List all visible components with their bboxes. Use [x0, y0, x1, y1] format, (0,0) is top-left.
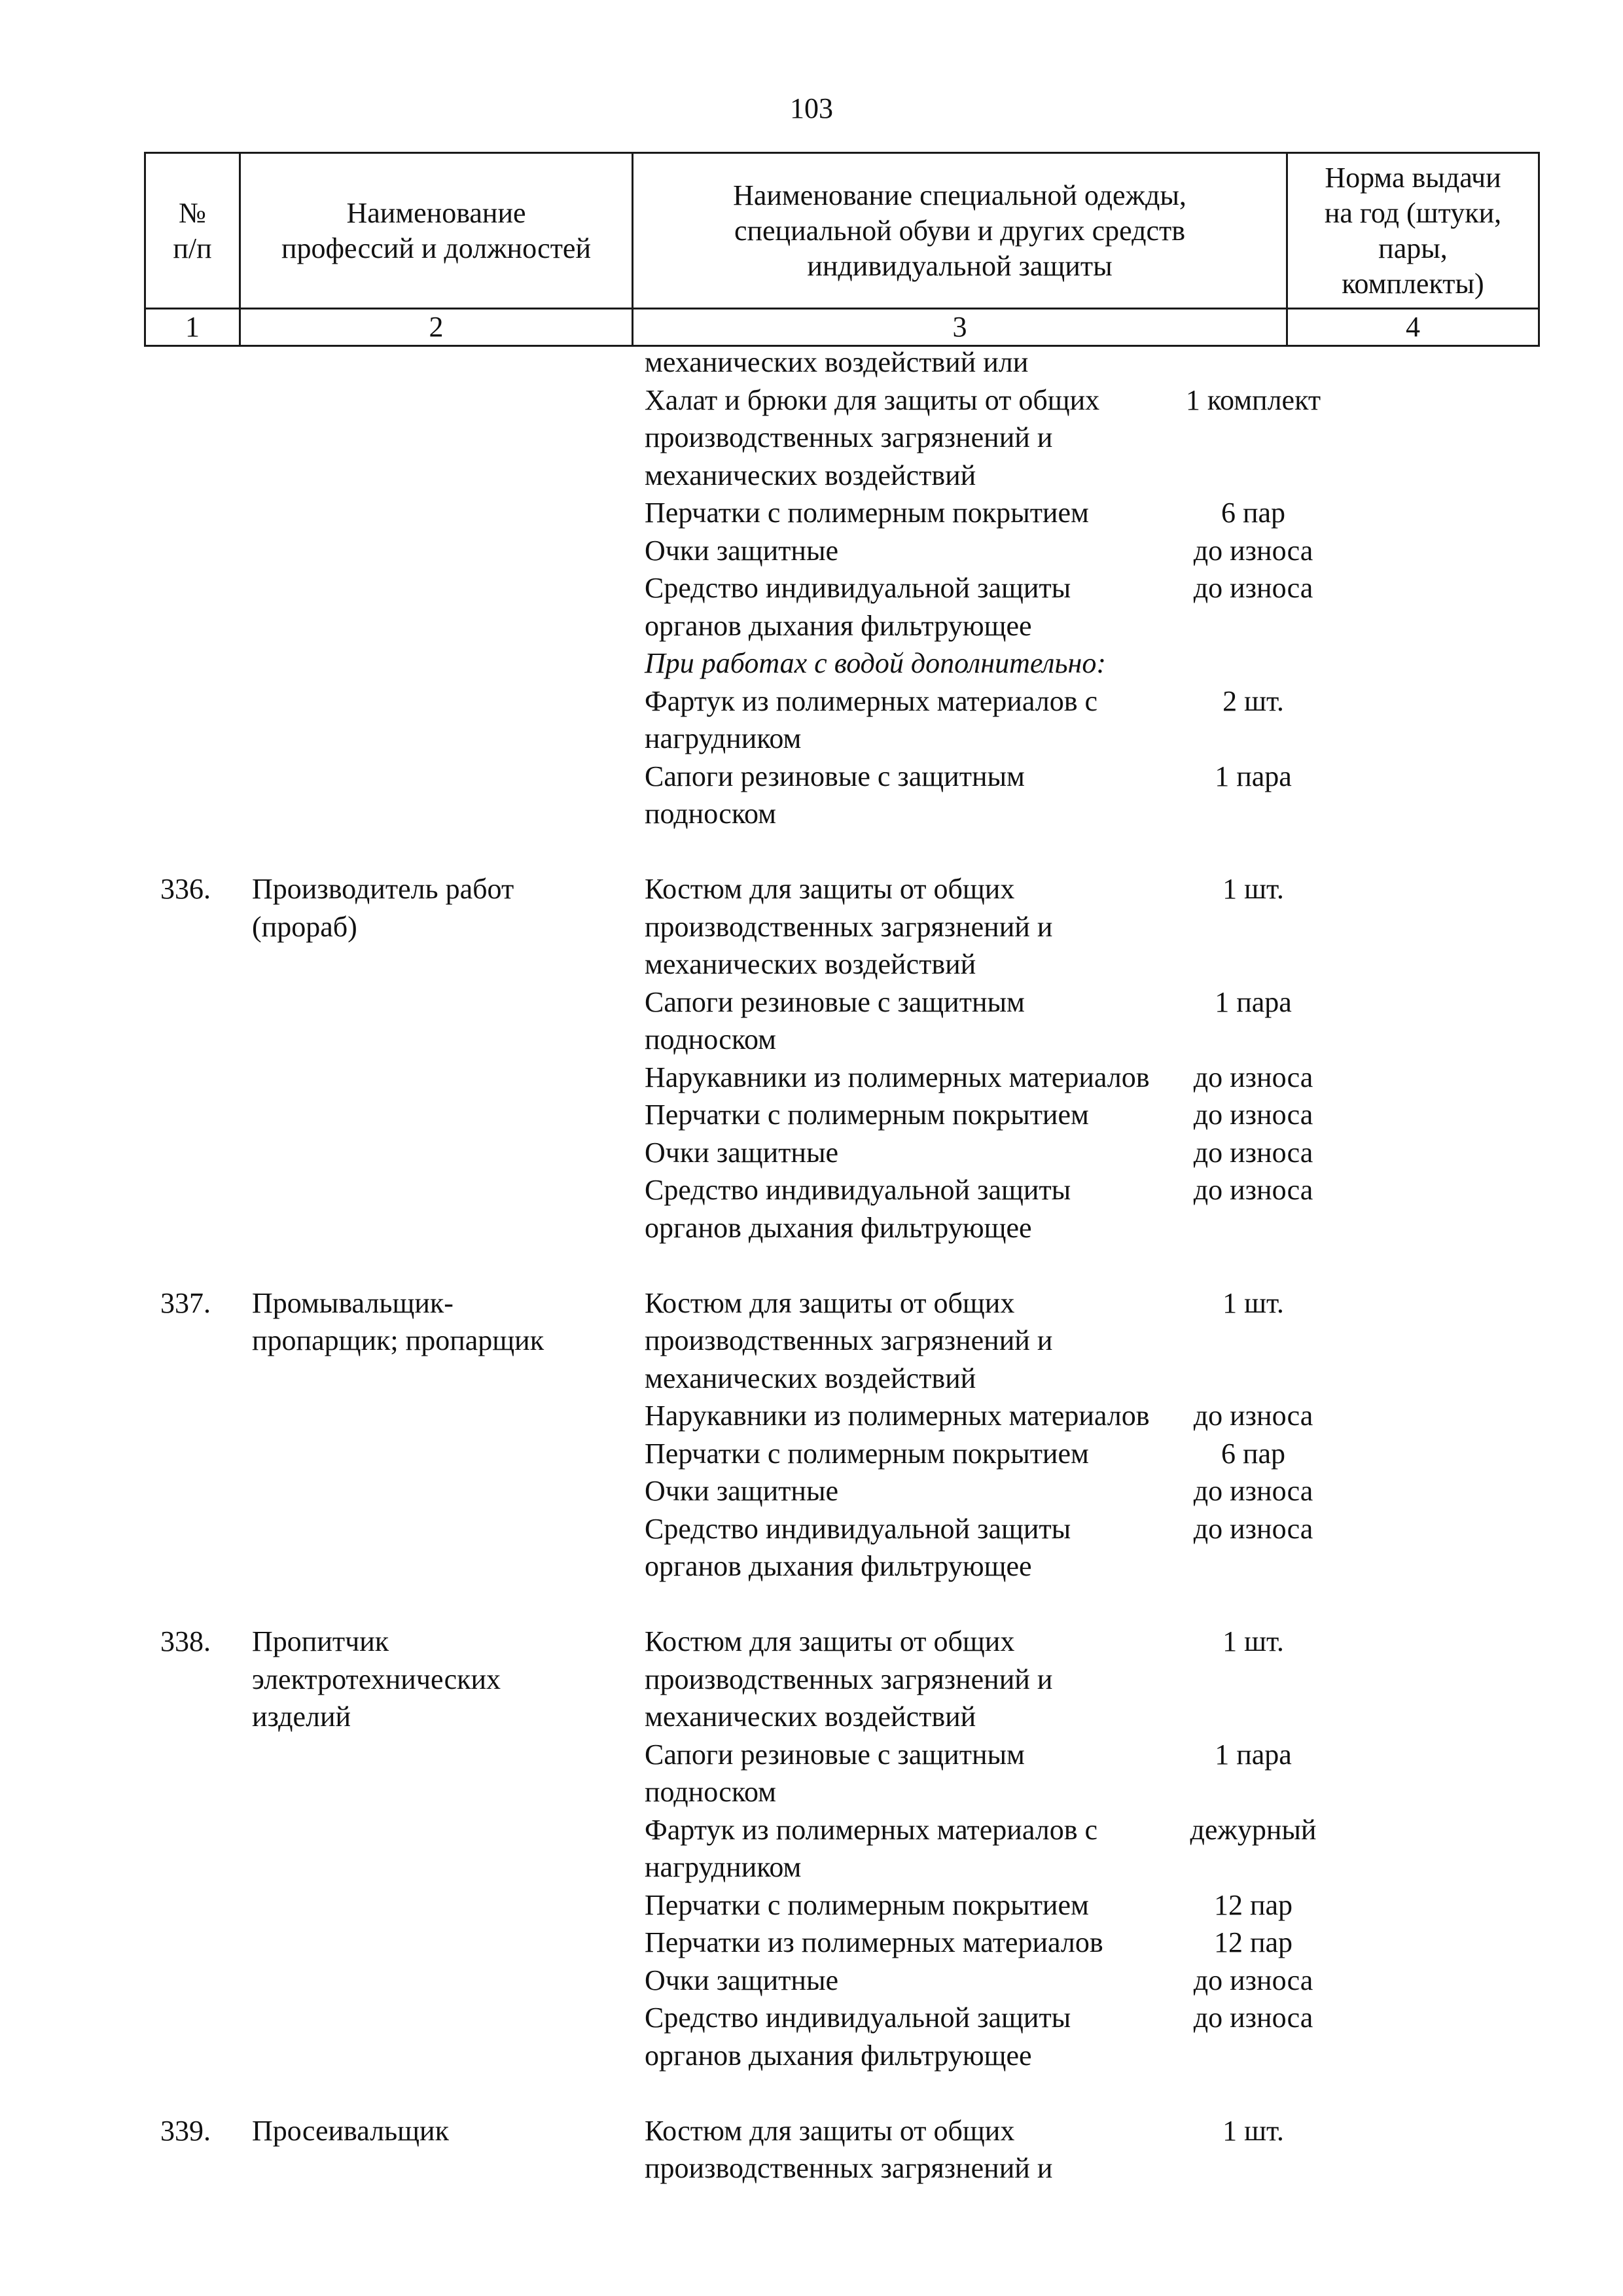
- row-gap: [144, 1585, 1378, 1623]
- issue-norm: 1 шт.: [1222, 1286, 1284, 1319]
- equipment-item: нагрудником: [645, 1851, 802, 1883]
- line-row: [144, 870, 1378, 908]
- entry-number: [144, 1472, 252, 1510]
- entry-number: [144, 983, 252, 1021]
- line-row: [144, 795, 1378, 833]
- line-row: [144, 945, 1378, 983]
- entry-number: [144, 1999, 252, 2037]
- entry-number: [144, 1924, 252, 1962]
- line-row: [144, 1284, 1378, 1322]
- equipment-item: Средство индивидуальной защиты: [645, 572, 1071, 604]
- line-row: [144, 1962, 1378, 2000]
- issue-norm: [1129, 795, 1378, 833]
- issue-norm: 1 комплект: [1185, 383, 1321, 416]
- profession-name: [252, 1848, 645, 1886]
- equipment-item: Костюм для защиты от общих: [645, 1625, 1015, 1657]
- table-body: [144, 344, 1378, 2187]
- entry-number: [144, 645, 252, 682]
- line-row: [144, 2037, 1378, 2075]
- entry-number: [144, 1698, 252, 1736]
- line-row: [144, 1999, 1378, 2037]
- entry-number: [144, 1811, 252, 1849]
- entry-number: [144, 1209, 252, 1247]
- issue-norm: до износа: [1193, 1136, 1313, 1169]
- header-text: Норма выдачи: [1325, 161, 1501, 194]
- column-number-4: 4: [1287, 309, 1539, 346]
- issue-norm: [1129, 1360, 1378, 1398]
- profession-name: Просеивальщик: [252, 2114, 449, 2147]
- profession-name: [252, 1999, 645, 2037]
- line-row: [144, 1773, 1378, 1811]
- issue-norm: 1 шт.: [1222, 1625, 1284, 1657]
- header-text: индивидуальной защиты: [807, 249, 1113, 282]
- entry-number: [144, 1171, 252, 1209]
- equipment-item: механических воздействий: [645, 948, 976, 980]
- entry-number: 336.: [160, 873, 211, 905]
- equipment-item: Перчатки с полимерным покрытием: [645, 1437, 1089, 1470]
- profession-name: [252, 1209, 645, 1247]
- header-text: профессий и должностей: [281, 232, 592, 264]
- line-row: [144, 1322, 1378, 1360]
- line-row: [144, 1021, 1378, 1059]
- equipment-item: Перчатки с полимерным покрытием: [645, 497, 1089, 529]
- line-row: [144, 1848, 1378, 1886]
- line-row: [144, 569, 1378, 607]
- profession-name: [252, 344, 645, 381]
- equipment-item: Сапоги резиновые с защитным: [645, 760, 1025, 792]
- profession-name: [252, 1547, 645, 1585]
- issue-norm: 1 пара: [1215, 760, 1292, 792]
- issue-norm: до износа: [1193, 1174, 1313, 1206]
- line-row: [144, 1924, 1378, 1962]
- entry-number: [144, 1773, 252, 1811]
- line-row: [144, 1623, 1378, 1661]
- entry-number: [144, 1547, 252, 1585]
- entry-number: [144, 457, 252, 495]
- line-row: [144, 1811, 1378, 1849]
- line-row: [144, 983, 1378, 1021]
- profession-name: [252, 494, 645, 532]
- issue-norm: [1129, 945, 1378, 983]
- equipment-item: органов дыхания фильтрующее: [645, 609, 1032, 642]
- line-row: [144, 1736, 1378, 1774]
- issue-norm: [1129, 645, 1378, 682]
- equipment-item: При работах с водой дополнительно:: [645, 647, 1106, 679]
- profession-name: изделий: [252, 1701, 351, 1733]
- profession-name: [252, 1059, 645, 1097]
- line-row: [144, 1698, 1378, 1736]
- column-number-3: 3: [633, 309, 1287, 346]
- issue-norm: [1129, 1322, 1378, 1360]
- equipment-item: Сапоги резиновые с защитным: [645, 985, 1025, 1018]
- profession-name: [252, 1435, 645, 1473]
- issue-norm: [1129, 419, 1378, 457]
- equipment-item: подноском: [645, 798, 776, 830]
- issue-norm: до износа: [1193, 1099, 1313, 1131]
- table-row: [144, 2112, 1378, 2187]
- entry-number: [144, 1886, 252, 1924]
- line-row: [144, 1661, 1378, 1699]
- issue-norm: 12 пар: [1213, 1926, 1293, 1958]
- line-row: [144, 908, 1378, 946]
- issue-norm: 1 пара: [1215, 1738, 1292, 1771]
- profession-name: [252, 758, 645, 796]
- issue-norm: дежурный: [1190, 1813, 1317, 1846]
- equipment-item: производственных загрязнений и: [645, 2152, 1053, 2184]
- issue-norm: до износа: [1193, 1964, 1313, 1996]
- profession-name: Пропитчик: [252, 1625, 389, 1657]
- equipment-item: производственных загрязнений и: [645, 1324, 1053, 1356]
- entry-number: [144, 1962, 252, 2000]
- equipment-item: Фартук из полимерных материалов с: [645, 684, 1098, 717]
- profession-name: [252, 1472, 645, 1510]
- equipment-item: Нарукавники из полимерных материалов: [645, 1400, 1150, 1432]
- equipment-item: Очки защитные: [645, 1136, 839, 1169]
- equipment-item: Средство индивидуальной защиты: [645, 1174, 1071, 1206]
- equipment-item: Перчатки из полимерных материалов: [645, 1926, 1103, 1958]
- header-col-norm: [1287, 153, 1539, 309]
- equipment-item: Костюм для защиты от общих: [645, 2114, 1015, 2147]
- entry-number: [144, 945, 252, 983]
- profession-name: [252, 457, 645, 495]
- line-row: [144, 344, 1378, 381]
- equipment-item: подноском: [645, 1776, 776, 1808]
- profession-name: [252, 1510, 645, 1548]
- table-row: [144, 344, 1378, 833]
- issue-norm: до износа: [1193, 1061, 1313, 1093]
- profession-name: [252, 569, 645, 607]
- equipment-item: производственных загрязнений и: [645, 1663, 1053, 1695]
- profession-name: [252, 1360, 645, 1398]
- issue-norm: [1129, 1698, 1378, 1736]
- profession-name: [252, 682, 645, 720]
- equipment-item: подноском: [645, 1023, 776, 1055]
- issue-norm: 6 пар: [1221, 1437, 1286, 1470]
- line-row: [144, 419, 1378, 457]
- entry-number: [144, 1322, 252, 1360]
- profession-name: [252, 795, 645, 833]
- profession-name: [252, 381, 645, 419]
- entry-number: [144, 607, 252, 645]
- column-number-1: 1: [145, 309, 240, 346]
- issue-norm: [1129, 1773, 1378, 1811]
- entry-number: [144, 494, 252, 532]
- profession-name: [252, 1134, 645, 1172]
- equipment-item: органов дыхания фильтрующее: [645, 1211, 1032, 1244]
- equipment-item: органов дыхания фильтрующее: [645, 1550, 1032, 1582]
- row-gap: [144, 833, 1378, 871]
- header-col-equipment: [633, 153, 1287, 309]
- entry-number: [144, 682, 252, 720]
- line-row: [144, 682, 1378, 720]
- entry-number: [144, 1134, 252, 1172]
- line-row: [144, 645, 1378, 682]
- profession-name: [252, 1096, 645, 1134]
- issue-norm: 1 шт.: [1222, 873, 1284, 905]
- entry-number: [144, 1096, 252, 1134]
- equipment-item: Нарукавники из полимерных материалов: [645, 1061, 1150, 1093]
- issue-norm: [1129, 1021, 1378, 1059]
- line-row: [144, 1096, 1378, 1134]
- entry-number: [144, 381, 252, 419]
- entry-number: [144, 1736, 252, 1774]
- equipment-item: Средство индивидуальной защиты: [645, 1512, 1071, 1545]
- header-text: №: [179, 196, 206, 229]
- equipment-item: Сапоги резиновые с защитным: [645, 1738, 1025, 1771]
- line-row: [144, 1435, 1378, 1473]
- line-row: [144, 1886, 1378, 1924]
- line-row: [144, 1134, 1378, 1172]
- profession-name: [252, 607, 645, 645]
- equipment-item: нагрудником: [645, 722, 802, 754]
- line-row: [144, 1510, 1378, 1548]
- issue-norm: до износа: [1193, 534, 1313, 567]
- entry-number: [144, 1360, 252, 1398]
- issue-norm: 1 шт.: [1222, 2114, 1284, 2147]
- line-row: [144, 1547, 1378, 1585]
- profession-name: [252, 1886, 645, 1924]
- profession-name: [252, 1171, 645, 1209]
- issue-norm: [1129, 607, 1378, 645]
- header-text: на год (штуки,: [1324, 196, 1502, 229]
- line-row: [144, 1059, 1378, 1097]
- entry-number: [144, 795, 252, 833]
- profession-name: [252, 1397, 645, 1435]
- entry-number: 339.: [160, 2114, 211, 2147]
- header-text: специальной обуви и других средств: [734, 214, 1186, 247]
- equipment-item: Костюм для защиты от общих: [645, 873, 1015, 905]
- line-row: [144, 532, 1378, 570]
- table-row: [144, 870, 1378, 1246]
- line-row: [144, 2112, 1378, 2150]
- line-row: [144, 494, 1378, 532]
- issue-norm: [1129, 457, 1378, 495]
- entry-number: [144, 2037, 252, 2075]
- profession-name: [252, 2149, 645, 2187]
- profession-name: [252, 419, 645, 457]
- equipment-item: Очки защитные: [645, 1964, 839, 1996]
- line-row: [144, 1209, 1378, 1247]
- entry-number: 337.: [160, 1286, 211, 1319]
- issue-norm: 12 пар: [1213, 1888, 1293, 1921]
- line-row: [144, 381, 1378, 419]
- entry-number: [144, 1059, 252, 1097]
- table-row: [144, 1623, 1378, 2074]
- header-text: Наименование специальной одежды,: [733, 179, 1186, 211]
- column-number-2: 2: [240, 309, 633, 346]
- issue-norm: [1129, 1209, 1378, 1247]
- profession-name: [252, 1962, 645, 2000]
- issue-norm: [1129, 1661, 1378, 1699]
- page-number: 103: [790, 92, 833, 124]
- line-row: [144, 1360, 1378, 1398]
- entry-number: [144, 532, 252, 570]
- profession-name: электротехнических: [252, 1663, 501, 1695]
- entry-number: [144, 1848, 252, 1886]
- line-row: [144, 1472, 1378, 1510]
- issue-norm: до износа: [1193, 1475, 1313, 1507]
- issue-norm: [1129, 2037, 1378, 2075]
- header-col-profession: [240, 153, 633, 309]
- line-row: [144, 720, 1378, 758]
- entry-number: [144, 344, 252, 381]
- equipment-item: механических воздействий: [645, 459, 976, 491]
- equipment-item: Перчатки с полимерным покрытием: [645, 1099, 1089, 1131]
- issue-norm: до износа: [1193, 1400, 1313, 1432]
- equipment-item: производственных загрязнений и: [645, 910, 1053, 943]
- profession-name: пропарщик; пропарщик: [252, 1324, 544, 1356]
- profession-name: [252, 1773, 645, 1811]
- issue-norm: [1129, 720, 1378, 758]
- line-row: [144, 2149, 1378, 2187]
- profession-name: [252, 983, 645, 1021]
- table-row: [144, 1284, 1378, 1585]
- equipment-item: механических воздействий или: [645, 346, 1029, 378]
- profession-name: [252, 1021, 645, 1059]
- issue-norm: [1129, 1848, 1378, 1886]
- line-row: [144, 1171, 1378, 1209]
- line-row: [144, 758, 1378, 796]
- entry-number: [144, 1397, 252, 1435]
- profession-name: [252, 1924, 645, 1962]
- equipment-item: производственных загрязнений и: [645, 421, 1053, 453]
- entry-number: [144, 1435, 252, 1473]
- issue-norm: 2 шт.: [1222, 684, 1284, 717]
- header-text: п/п: [173, 232, 212, 264]
- entry-number: [144, 908, 252, 946]
- equipment-item: Костюм для защиты от общих: [645, 1286, 1015, 1319]
- entry-number: [144, 2149, 252, 2187]
- entry-number: [144, 1661, 252, 1699]
- profession-name: [252, 532, 645, 570]
- equipment-item: Средство индивидуальной защиты: [645, 2002, 1071, 2034]
- equipment-item: Очки защитные: [645, 534, 839, 567]
- issue-norm: 6 пар: [1221, 497, 1286, 529]
- issue-norm: до износа: [1193, 572, 1313, 604]
- header-text: Наименование: [346, 196, 526, 229]
- equipment-item: органов дыхания фильтрующее: [645, 2039, 1032, 2072]
- header-col-number: [145, 153, 240, 309]
- entry-number: [144, 758, 252, 796]
- line-row: [144, 457, 1378, 495]
- row-gap: [144, 2074, 1378, 2112]
- profession-name: [252, 1811, 645, 1849]
- header-text: комплекты): [1342, 267, 1484, 300]
- entry-number: 338.: [160, 1625, 211, 1657]
- profession-name: (прораб): [252, 910, 357, 943]
- profession-name: [252, 645, 645, 682]
- equipment-item: механических воздействий: [645, 1362, 976, 1394]
- line-row: [144, 607, 1378, 645]
- issue-norm: [1129, 1547, 1378, 1585]
- issue-norm: [1129, 2149, 1378, 2187]
- entry-number: [144, 720, 252, 758]
- equipment-item: Халат и брюки для защиты от общих: [645, 383, 1100, 416]
- profession-name: [252, 2037, 645, 2075]
- profession-name: [252, 945, 645, 983]
- table-header: [144, 152, 1540, 347]
- issue-norm: [1129, 344, 1378, 381]
- profession-name: Производитель работ: [252, 873, 514, 905]
- header-text: пары,: [1378, 232, 1448, 264]
- issue-norm: до износа: [1193, 2002, 1313, 2034]
- issue-norm: [1129, 908, 1378, 946]
- entry-number: [144, 419, 252, 457]
- profession-name: Промывальщик-: [252, 1286, 454, 1319]
- line-row: [144, 1397, 1378, 1435]
- entry-number: [144, 1510, 252, 1548]
- issue-norm: 1 пара: [1215, 985, 1292, 1018]
- equipment-item: механических воздействий: [645, 1701, 976, 1733]
- equipment-item: Фартук из полимерных материалов с: [645, 1813, 1098, 1846]
- equipment-item: Перчатки с полимерным покрытием: [645, 1888, 1089, 1921]
- entry-number: [144, 569, 252, 607]
- issue-norm: до износа: [1193, 1512, 1313, 1545]
- profession-name: [252, 1736, 645, 1774]
- entry-number: [144, 1021, 252, 1059]
- equipment-item: Очки защитные: [645, 1475, 839, 1507]
- profession-name: [252, 720, 645, 758]
- row-gap: [144, 1246, 1378, 1284]
